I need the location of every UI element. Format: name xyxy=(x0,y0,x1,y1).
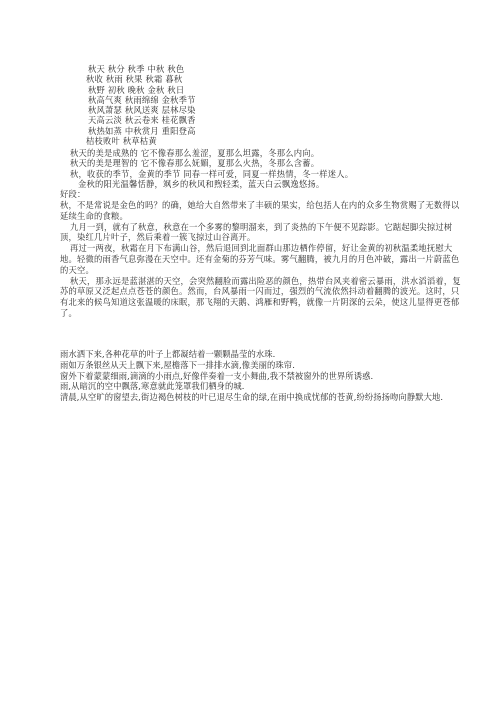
paragraph: 再过一两夜，秋霜在月下布满山谷，然后退回到北面群山那边栖作停留，好让金黄的初秋温柔地抚慰大地。轻微的雨香气息弥漫在天空中。还有金菊的芬芳气味。雾气翻腾，被九月的月色冲破，露出一片蔚蓝色的天空。 xyxy=(60,243,460,275)
poem-line: 秋热如蒸 中秋赏月 重阳登高 xyxy=(88,125,196,136)
poem-line: 秋天 秋分 秋季 中秋 秋色 xyxy=(88,64,185,74)
rain-paragraph: 雨水洒下来,各种花草的叶子上都凝结着一颗颗晶莹的水珠. xyxy=(60,349,276,359)
poem-line: 秋收 秋雨 秋果 秋霜 暮秋 xyxy=(86,74,183,85)
poem-line: 天高云淡 秋云卷来 桂花飘香 xyxy=(88,115,196,126)
rain-paragraphs-block xyxy=(60,349,466,403)
poem-line: 秋野 初秋 晚秋 金秋 秋日 xyxy=(88,84,185,95)
rain-paragraph: 雨如万条银丝从天上飘下来,屋檐落下一排排水滴,像美丽的珠帘. xyxy=(60,359,295,370)
rain-paragraph: 清晨,从空旷的窗望去,街边褐色树枝的叶已退尽生命的绿,在雨中换成忧郁的苍黄,纷纷扬扬吻向静默大地. xyxy=(60,392,444,403)
poem-block xyxy=(60,64,470,146)
paragraphs-block xyxy=(60,200,466,319)
sentence-line: 秋，收获的季节，金黄的季节 同春一样可爱，同夏一样热情，冬一样迷人。 xyxy=(70,168,354,179)
poem-line: 秋高气爽 秋雨绵绵 金秋季节 xyxy=(88,94,196,105)
paragraph: 秋，不是常说是金色的吗？的确，她给大自然带来了丰硕的果实，给包括人在内的众多生物赏赐了无数得以延续生命的食粮。 xyxy=(60,200,460,221)
rain-paragraph: 窗外下着蒙蒙细雨,滴滴的小雨点,好像伴奏着一支小舞曲,我不禁被窗外的世界所诱惑. xyxy=(60,370,374,381)
poem-line: 秋风萧瑟 秋风送爽 层林尽染 xyxy=(88,105,196,116)
sentence-line: 金秋的阳光温馨恬静，飒乡的秋风和煦轻柔，蓝天白云飘逸悠扬。 xyxy=(78,178,325,189)
rain-paragraph: 雨,从暗沉的空中飘落,寒意就此笼罩我们栖身的城. xyxy=(60,381,245,392)
sentence-line: 秋天的美是理智的 它不像春那么妩媚，夏那么火热，冬那么含蓄。 xyxy=(70,158,320,169)
paragraph: 九月一到，就有了秋意，秋意在一个多雾的黎明溜来，到了炎热的下午便不见踪影。它踮起脚尖掠过树顶，染红几片叶子，然后乘着一簇飞掠过山谷离开。 xyxy=(60,221,453,243)
sentence-block xyxy=(60,148,470,199)
section-heading: 好段： xyxy=(60,189,86,200)
paragraph: 秋天，那永远是蓝湛湛的天空，会突然翻脸而露出险恶的颜色，热带台风夹着密云暴雨，洪水滔滔着，复苏的草原又泛起点点苍苍的颜色。然而，台风暴雨一闪而过，强烈的气流依然抖动着翻腾的波光。这时，只有北来的候鸟知道这张温暖的床眠，那飞翔的天鹅、鸿雁和野鸭，就像一片阴深的云朵，使这儿显得更苍郁了。 xyxy=(60,275,461,318)
poem-line: 桔枝败叶 秋草枯黄 xyxy=(86,136,157,147)
sentence-line: 秋天的美是成熟的 它不像春那么羞涩，夏那么坦露，冬那么内向。 xyxy=(70,148,320,158)
